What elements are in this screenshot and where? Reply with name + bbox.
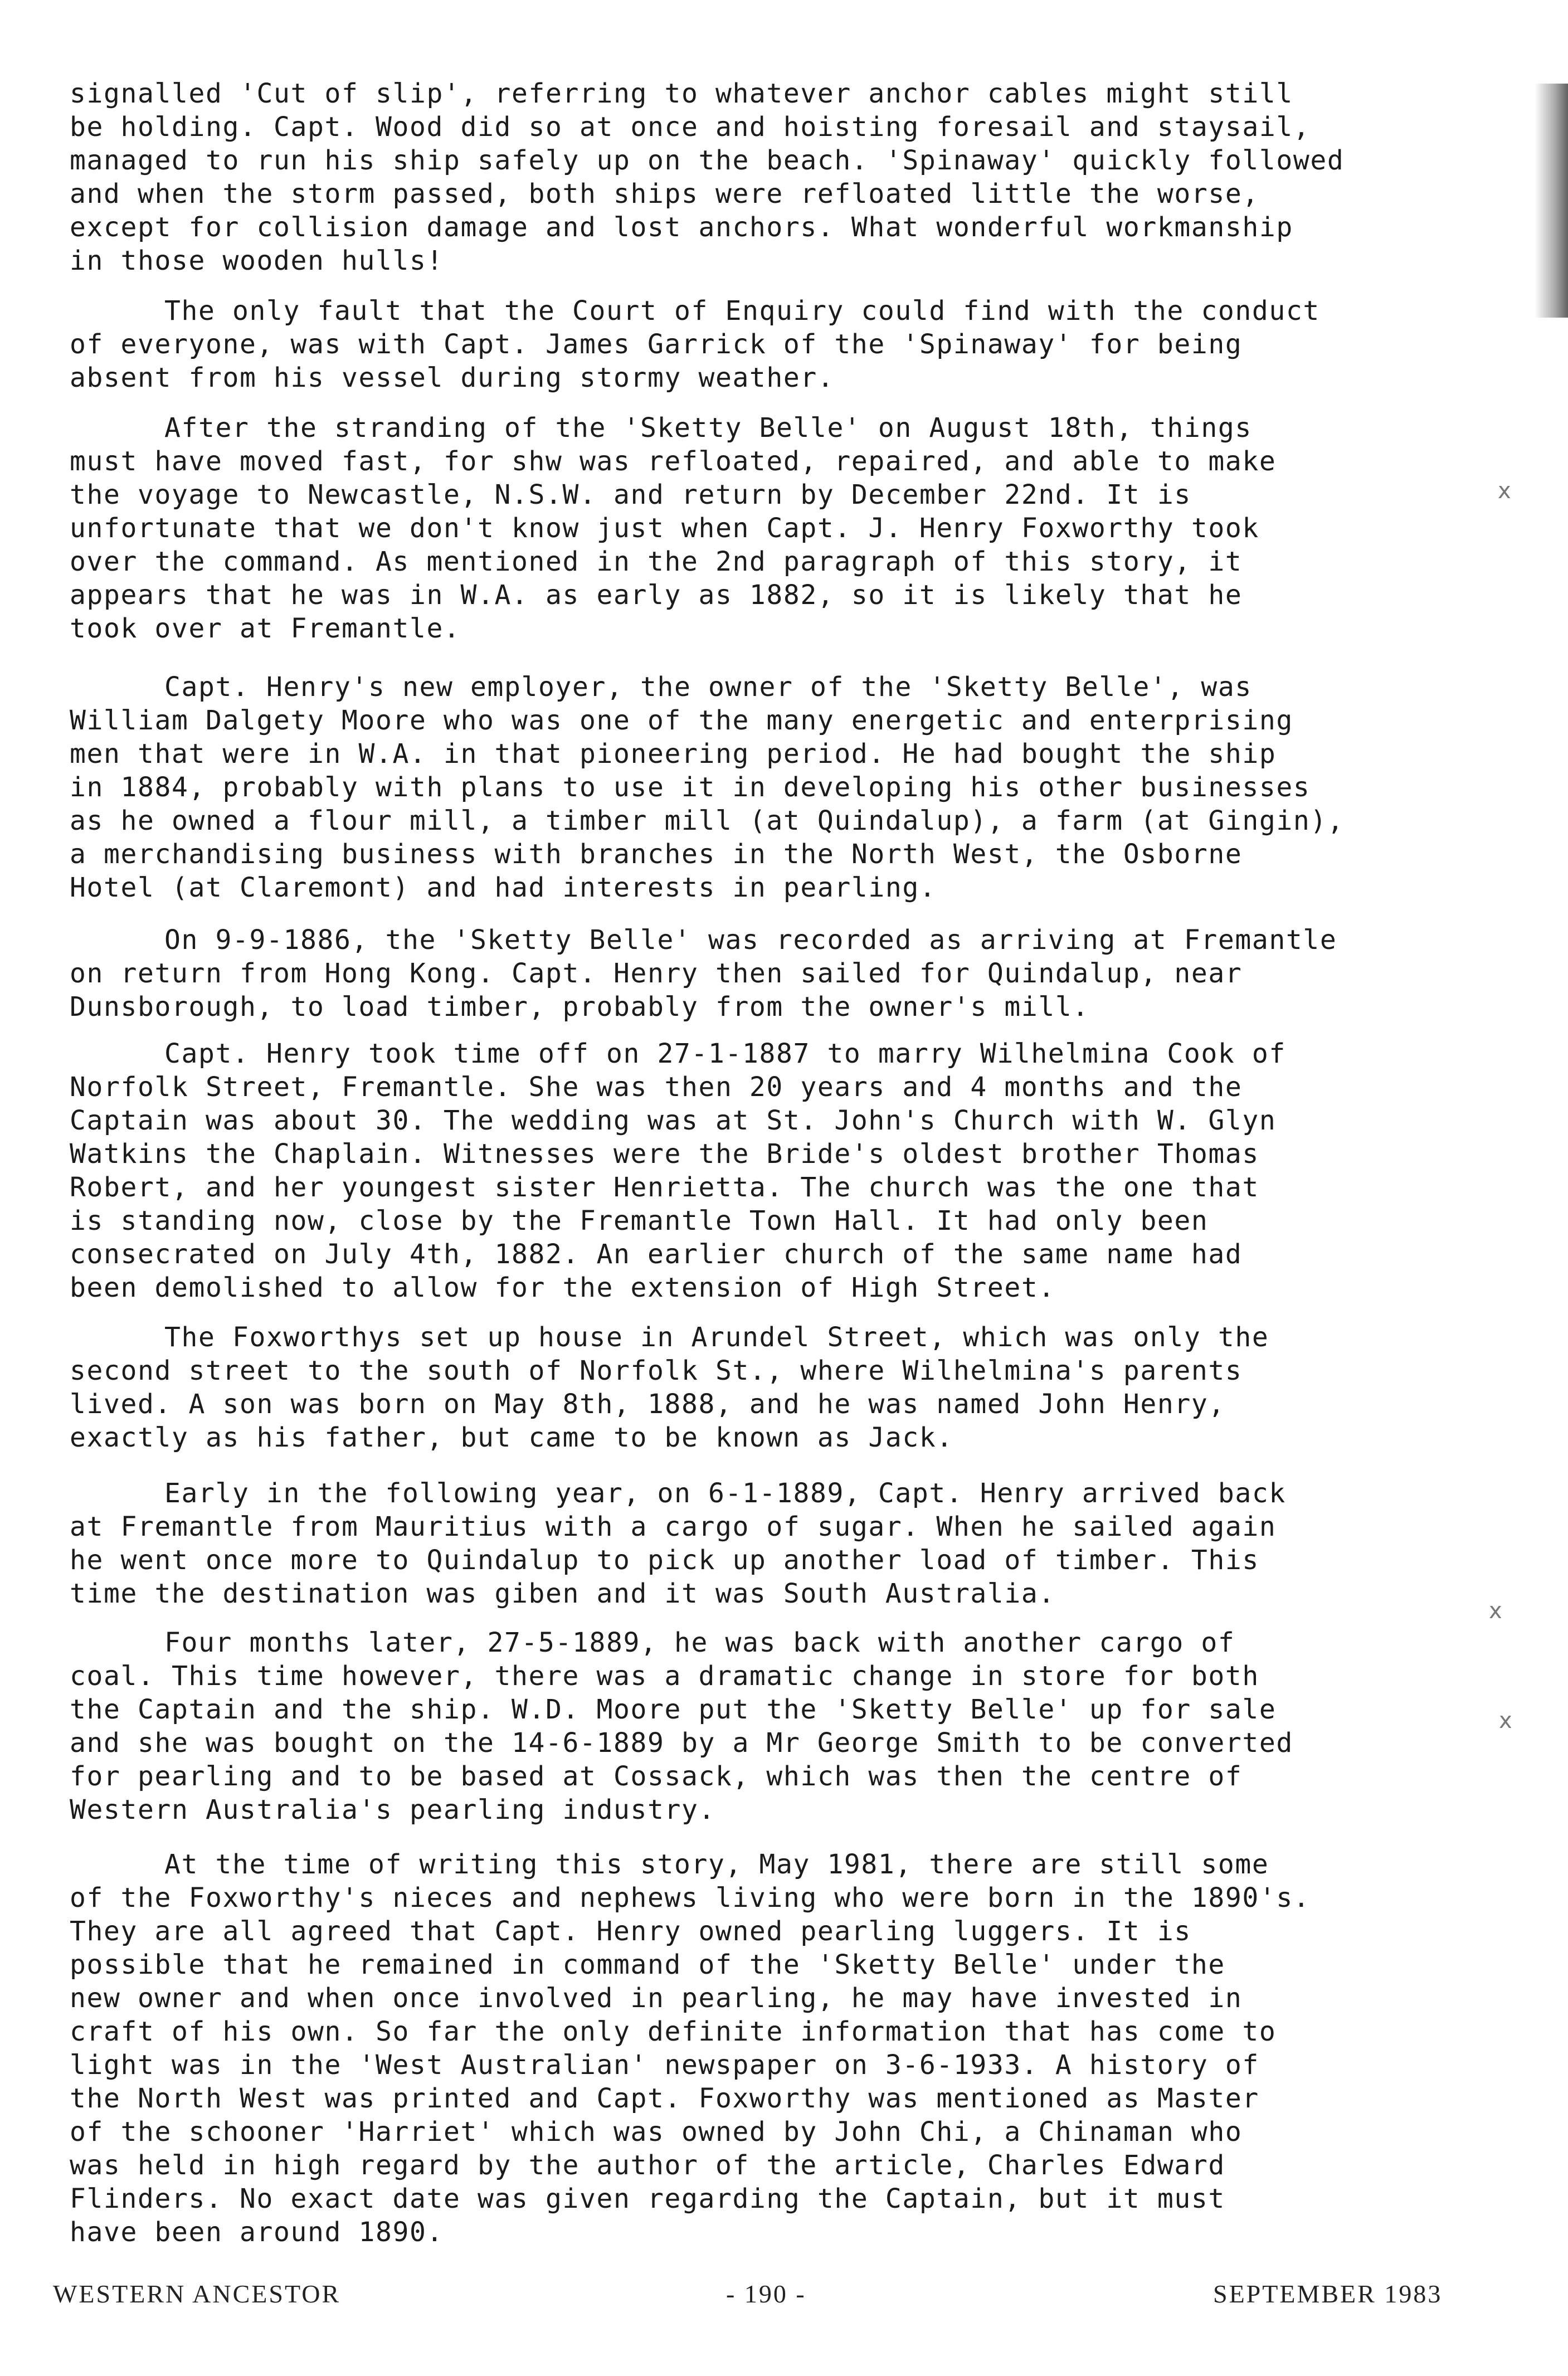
margin-mark: x	[1489, 1598, 1502, 1624]
margin-mark: x	[1498, 478, 1511, 504]
paragraph-court-of-enquiry: The only fault that the Court of Enquiry could find with the conduct of everyone, was with Capt. James Garrick of the 'Spinaway' for being absent from his vessel during stormy weather.	[70, 295, 1320, 393]
paragraph-pearling: At the time of writing this story, May 1981, there are still some of the Foxworthy's nieces and nephews living who were born in the 1890's. They are all agreed that Capt. Henry owned pearling luggers. It is possible that he remained in command of the 'Sketty Belle' under the new owner and when once involved in pearling, he may have invested in craft of his own. So far the only definite information that has come to light was in the 'West Australian' newspaper on 3-6-1933. A history of the North West was printed and Capt. Foxworthy was mentioned as Master of the schooner 'Harriet' which was owned by John Chi, a Chinaman who was held in high regard by the author of the article, Charles Edward Flinders. No exact date was given regarding the Captain, but it must have been around 1890.	[70, 1849, 1311, 2248]
paragraph-arundel-street: The Foxworthys set up house in Arundel Street, which was only the second street to the south of Norfolk St., where Wilhelmina's parents lived. A son was born on May 8th, 1888, and he was named John Henry, exactly as his father, but came to be known as Jack.	[70, 1322, 1269, 1453]
footer-page-number: - 190 -	[726, 2280, 806, 2308]
paragraph-sale-of-ship: Four months later, 27-5-1889, he was back with another cargo of coal. This time however, there was a dramatic change in store for both the Captain and the ship. W.D. Moore put the 'Sketty Belle' up for sale and she was bought on the 14-6-1889 by a Mr George Smith to be converted for pearling and to be based at Cossack, which was then the centre of Western Australia's pearling industry.	[70, 1627, 1293, 1825]
paragraph-stranding: After the stranding of the 'Sketty Belle' on August 18th, things must have moved fast, for shw was refloated, repaired, and able to make the voyage to Newcastle, N.S.W. and return by December 22nd. It is unfortunate that we don't know just when Capt. J. Henry Foxworthy took over the command. As mentioned in the 2nd paragraph of this story, it appears that he was in W.A. as early as 1882, so it is likely that he took over at Fremantle.	[70, 412, 1277, 644]
paragraph-new-employer: Capt. Henry's new employer, the owner of the 'Sketty Belle', was William Dalgety Moore who was one of the many energetic and enterprising men that were in W.A. in that pioneering period. He had bought the ship in 1884, probably with plans to use it in developing his other businesses as he owned a flour mill, a timber mill (at Quindalup), a farm (at Gingin), a merchandising business with branches in the North West, the Osborne Hotel (at Claremont) and had interests in pearling.	[70, 671, 1345, 903]
paragraph-wedding: Capt. Henry took time off on 27-1-1887 to marry Wilhelmina Cook of Norfolk Street, Fremantle. She was then 20 years and 4 months and the Captain was about 30. The wedding was at St. John's Church with W. Glyn Watkins the Chaplain. Witnesses were the Bride's oldest brother Thomas Robert, and her youngest sister Henrietta. The church was the one that is standing now, close by the Fremantle Town Hall. It had only been consecrated on July 4th, 1882. An earlier church of the same name had been demolished to allow for the extension of High Street.	[70, 1038, 1286, 1303]
scan-shadow	[1535, 84, 1568, 318]
footer-publication: WESTERN ANCESTOR	[53, 2280, 341, 2308]
paragraph-hong-kong-return: On 9-9-1886, the 'Sketty Belle' was recorded as arriving at Fremantle on return from Hong Kong. Capt. Henry then sailed for Quindalup, near Dunsborough, to load timber, probably from the owner's mill.	[70, 924, 1337, 1023]
margin-mark: x	[1499, 1708, 1512, 1734]
paragraph-storm-continuation: signalled 'Cut of slip', referring to whatever anchor cables might still be holding. Capt. Wood did so at once and hoisting foresail and staysail, managed to run his ship safely up on the beach. 'Spinaway' quickly followed and when the storm passed, both ships were refloated little the worse, except for collision damage and lost anchors. What wonderful workmanship in those wooden hulls!	[70, 78, 1345, 276]
paragraph-mauritius-sugar: Early in the following year, on 6-1-1889, Capt. Henry arrived back at Fremantle from Mauritius with a cargo of sugar. When he sailed again he went once more to Quindalup to pick up another load of timber. This time the destination was giben and it was South Australia.	[70, 1478, 1286, 1609]
footer-date: SEPTEMBER 1983	[1213, 2280, 1443, 2308]
